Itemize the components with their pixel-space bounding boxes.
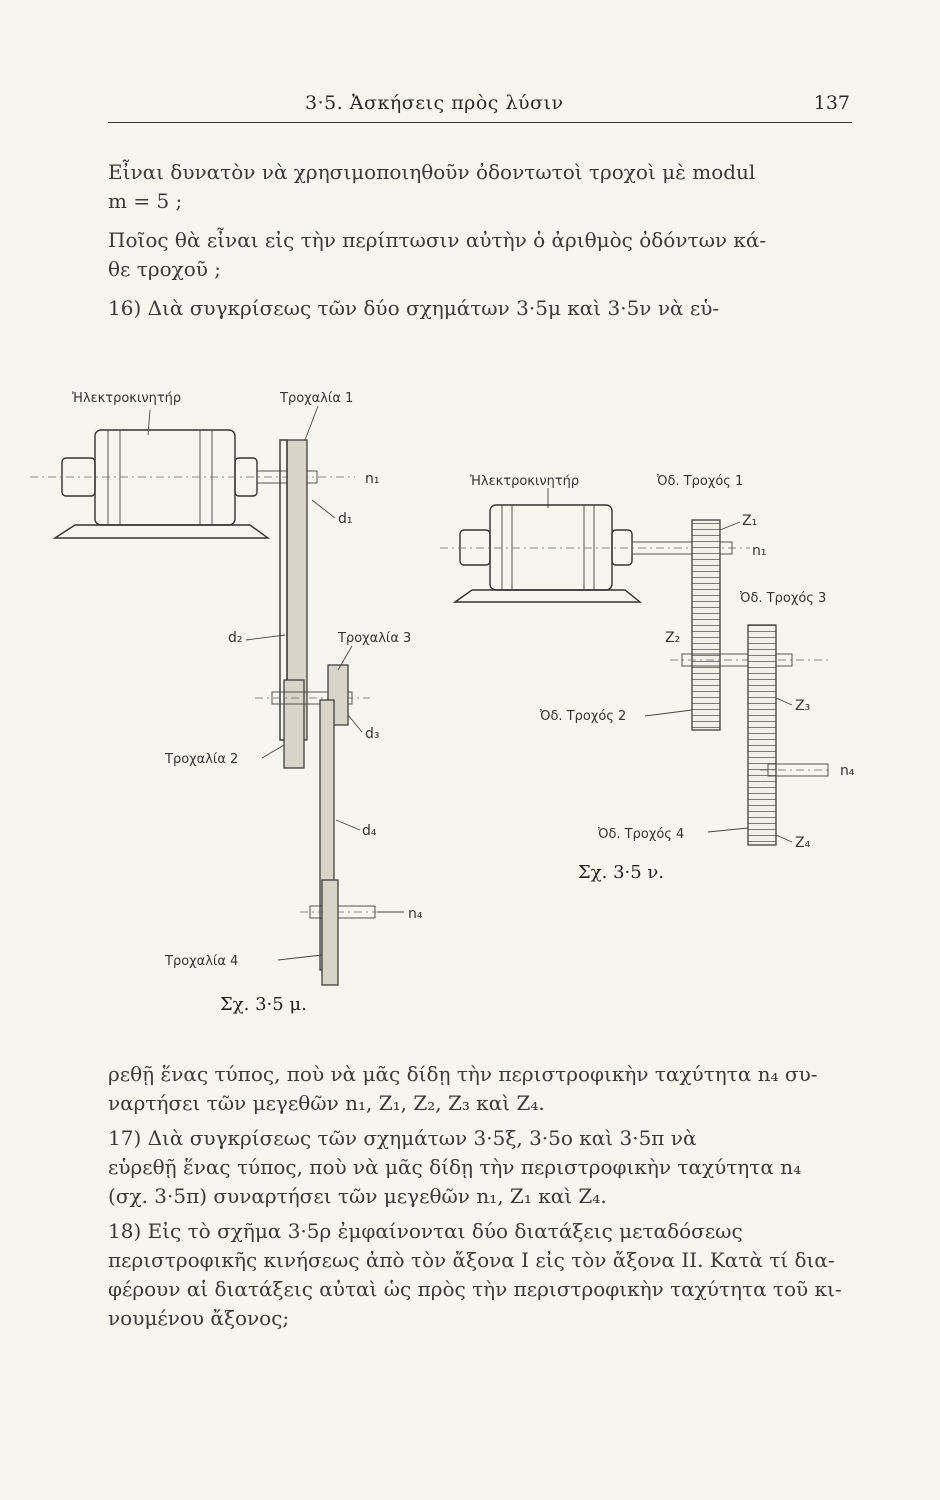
running-title: 3·5. Ἀσκήσεις πρὸς λύσιν xyxy=(305,92,564,114)
n1-label-nu: n₁ xyxy=(752,543,767,559)
exercise-18: 18) Εἰς τὸ σχῆμα 3·5ρ ἐμφαίνονται δύο διατάξεις μεταδόσεως xyxy=(108,1219,743,1243)
n4-label-nu: n₄ xyxy=(840,763,855,779)
z2-label: Z₂ xyxy=(665,630,681,646)
d4-label: d₄ xyxy=(362,823,377,839)
z1-label: Z₁ xyxy=(742,513,758,529)
z3-label: Z₃ xyxy=(795,698,811,714)
text-line: (σχ. 3·5π) συναρτήσει τῶν μεγεθῶν n₁, Z₁ καὶ Z₄. xyxy=(108,1184,607,1208)
text-line: ρεθῇ ἕνας τύπος, ποὺ νὰ μᾶς δίδῃ τὴν περιστροφικὴν ταχύτητα n₄ συ- xyxy=(108,1062,818,1086)
d3-label: d₃ xyxy=(365,726,380,742)
exercise-16: 16) Διὰ συγκρίσεως τῶν δύο σχημάτων 3·5μ καὶ 3·5ν νὰ εὑ- xyxy=(108,296,720,320)
figure-3-5-nu xyxy=(440,474,855,883)
text-line: νουμένου ἄξονος; xyxy=(108,1306,290,1330)
bottom-paragraph xyxy=(108,1060,853,1333)
text-line: Ποῖος θὰ εἶναι εἰς τὴν περίπτωσιν αὐτὴν ὁ ἀριθμὸς ὀδόντων κά- xyxy=(108,228,767,252)
header-rule xyxy=(108,122,852,123)
motor-label-mu: Ἠλεκτροκινητήρ xyxy=(72,391,182,406)
figure-3-5-mu xyxy=(30,391,423,1015)
pulley-1-label: Τροχαλία 1 xyxy=(280,391,354,406)
caption-nu: Σχ. 3·5 ν. xyxy=(578,862,665,883)
pulley-3-label: Τροχαλία 3 xyxy=(338,631,412,646)
text-line: θε τροχοῦ ; xyxy=(108,257,222,281)
motor-right xyxy=(455,488,640,602)
text-line: m = 5 ; xyxy=(108,189,183,213)
motor-left xyxy=(55,410,268,538)
pulley-2-label: Τροχαλία 2 xyxy=(165,752,239,767)
text-line: εὑρεθῇ ἕνας τύπος, ποὺ νὰ μᾶς δίδῃ τὴν περιστροφικὴν ταχύτητα n₄ xyxy=(108,1155,802,1179)
text-line: ναρτήσει τῶν μεγεθῶν n₁, Z₁, Z₂, Z₃ καὶ Z₄. xyxy=(108,1091,545,1115)
caption-mu: Σχ. 3·5 μ. xyxy=(220,994,307,1015)
text-line: περιστροφικῆς κινήσεως ἀπὸ τὸν ἄξονα I εἰς τὸν ἄξονα II. Κατὰ τί δια- xyxy=(108,1248,835,1272)
exercise-17: 17) Διὰ συγκρίσεως τῶν σχημάτων 3·5ξ, 3·5ο καὶ 3·5π νὰ xyxy=(108,1126,697,1150)
text-line: φέρουν αἱ διατάξεις αὐταὶ ὡς πρὸς τὴν περιστροφικὴν ταχύτητα τοῦ κι- xyxy=(108,1277,842,1301)
d2-label: d₂ xyxy=(228,630,243,646)
d1-label: d₁ xyxy=(338,511,353,527)
gear-1-label: Ὀδ. Τροχός 1 xyxy=(657,474,744,489)
page-header xyxy=(110,88,850,122)
pulley-4-label: Τροχαλία 4 xyxy=(165,954,239,969)
page-number: 137 xyxy=(813,92,850,114)
z4-label: Z₄ xyxy=(795,835,811,851)
text-line: Εἶναι δυνατὸν νὰ χρησιμοποιηθοῦν ὀδοντωτοὶ τροχοὶ μὲ modul xyxy=(108,160,756,184)
gear-2-label: Ὀδ. Τροχός 2 xyxy=(540,709,627,724)
pulley-2 xyxy=(284,680,304,768)
motor-label-nu: Ἠλεκτροκινητήρ xyxy=(470,474,580,489)
n4-label-mu: n₄ xyxy=(408,906,423,922)
figure-area xyxy=(0,380,940,1030)
gear-1 xyxy=(692,520,720,730)
n1-label-mu: n₁ xyxy=(365,471,380,487)
gear-4-label: Ὀδ. Τροχός 4 xyxy=(598,827,685,842)
pulley-4 xyxy=(322,880,338,985)
top-paragraph xyxy=(108,158,853,323)
gear-3-label: Ὀδ. Τροχός 3 xyxy=(740,591,827,606)
gear-3 xyxy=(748,625,776,845)
